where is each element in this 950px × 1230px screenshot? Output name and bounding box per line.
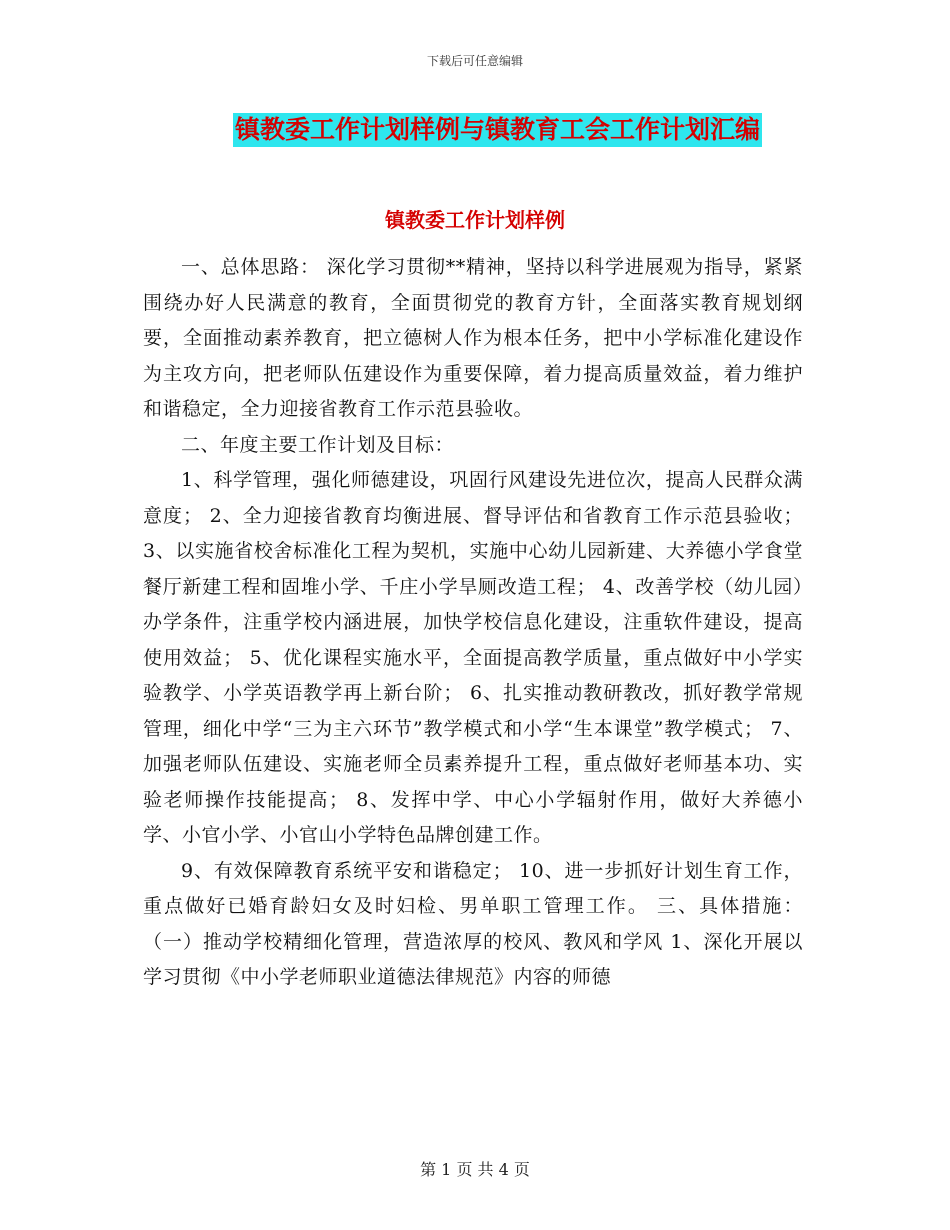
- paragraph: 9、有效保障教育系统平安和谐稳定； 10、进一步抓好计划生育工作，重点做好已婚育龄妇女及时妇检、男单职工管理工作。 三、具体措施： （一）推动学校精细化管理，营造浓厚的校风、教风和学风 1、深化开展以学习贯彻《中小学老师职业道德法律规范》内容的师德: [143, 859, 803, 988]
- document-title: 镇教委工作计划样例与镇教育工会工作计划汇编: [233, 113, 762, 147]
- paragraph: 一、总体思路： 深化学习贯彻**精神，坚持以科学进展观为指导，紧紧围绕办好人民满意的教育，全面贯彻党的教育方针，全面落实教育规划纲要，全面推动素养教育，把立德树人作为根本任务，把中小学标准化建设作为主攻方向，把老师队伍建设作为重要保障，着力提高质量效益，着力维护和谐稳定，全力迎接省教育工作示范县验收。: [143, 256, 803, 420]
- header-note: 下载后可任意编辑: [426, 54, 523, 68]
- document-body: [143, 250, 803, 996]
- paragraph: 1、科学管理，强化师德建设，巩固行风建设先进位次，提高人民群众满意度； 2、全力迎接省教育均衡进展、督导评估和省教育工作示范县验收； 3、以实施省校舍标准化工程为契机，实施中心幼儿园新建、大养德小学食堂餐厅新建工程和固堆小学、千庄小学旱厕改造工程； 4、改善学校（幼儿园）办学条件，注重学校内涵进展，加快学校信息化建设，注重软件建设，提高使用效益； 5、优化课程实施水平，全面提高教学质量，重点做好中小学实验教学、小学英语教学再上新台阶； 6、扎实推动教研教改，抓好教学常规管理，细化中学“三为主六环节”教学模式和小学“生本课堂”教学模式； 7、加强老师队伍建设、实施老师全员素养提升工程，重点做好老师基本功、实验老师操作技能提高； 8、发挥中学、中心小学辐射作用，做好大养德小学、小官小学、小官山小学特色品牌创建工作。: [143, 469, 803, 846]
- page-footer: 第 1 页 共 4 页: [420, 1160, 530, 1179]
- section-title: 镇教委工作计划样例: [385, 208, 565, 232]
- paragraph: 二、年度主要工作计划及目标：: [181, 433, 455, 456]
- document-title-wrap: [0, 113, 950, 147]
